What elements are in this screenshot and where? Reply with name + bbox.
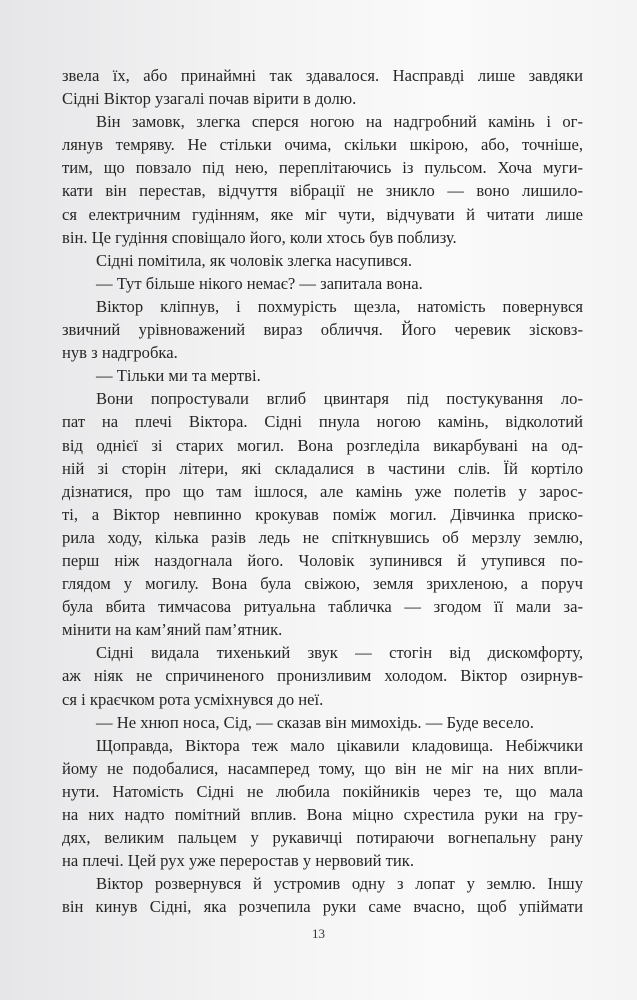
text-line: пат на плечі Віктора. Сідні пнула ногою камінь, відколотий: [62, 412, 583, 432]
text-line: рила ходу, кілька разів ледь не спіткнувшись об мерзлу землю,: [62, 527, 583, 547]
text-line: він. Це гудіння сповіщало його, коли хтось був поблизу.: [62, 227, 457, 247]
text-line: дях, великим пальцем у рукавичці потираючи вогнепальну рану: [62, 828, 583, 848]
text-line: йому не подобалися, насамперед тому, що він не міг на них впли-: [62, 758, 583, 778]
text-line: кати він перестав, відчуття вібрації не зникло — воно лишило-: [62, 181, 583, 201]
text-line: лянув темряву. Не стільки очима, скільки шкірою, або, точніше,: [62, 135, 583, 155]
page-body-text: [62, 64, 583, 918]
text-line: була вбита тимчасова ритуальна табличка — згодом її мали за-: [62, 597, 583, 617]
text-line: — Не хнюп носа, Сід, — сказав він мимохідь. — Буде весело.: [96, 712, 534, 732]
text-line: тим, що повзало під нею, переплітаючись із пульсом. Хоча муги-: [62, 158, 583, 178]
text-line: Щоправда, Віктора теж мало цікавили кладовища. Небіжчики: [96, 735, 583, 755]
text-line: глядом у могилу. Вона була свіжою, земля зрихленою, а поруч: [62, 574, 583, 594]
text-line: Віктор розвернувся й устромив одну з лопат у землю. Іншу: [96, 874, 583, 894]
text-line: ній зі сторін літери, які складалися в частини слів. Їй кортіло: [62, 458, 583, 478]
text-line: нути. Натомість Сідні не любила покійників через те, що мала: [62, 781, 583, 801]
text-line: нув з надгробка.: [62, 343, 178, 363]
text-line: — Тільки ми та мертві.: [96, 366, 261, 386]
text-line: ся електричним гудінням, яке міг чути, відчувати й читати лише: [62, 204, 583, 224]
text-line: аж ніяк не спричиненого пронизливим холодом. Віктор озирнув-: [62, 666, 583, 686]
page-number: 13: [312, 926, 325, 941]
text-line: дізнатися, про що там ішлося, але камінь уже полетів у зарос-: [62, 481, 583, 501]
text-line: ся і краєчком рота усміхнувся до неї.: [62, 689, 324, 709]
text-line: на плечі. Цей рух уже переростав у нервовий тик.: [62, 851, 414, 871]
text-line: перш ніж наздогнала його. Чоловік зупинився й утупився по-: [62, 550, 583, 570]
text-line: звела їх, або принаймні так здавалося. Насправді лише завдяки: [62, 66, 583, 85]
text-line: звичний урівноважений вираз обличчя. Його черевик зісковз-: [62, 320, 583, 340]
text-line: на них надто помітний вплив. Вона міцно схрестила руки на гру-: [62, 805, 583, 824]
text-line: Він замовк, злегка сперся ногою на надгробний камінь і ог-: [96, 112, 583, 132]
text-line: мінити на кам’яний пам’ятник.: [62, 620, 283, 640]
text-line: Сідні помітила, як чоловік злегка насупився.: [96, 250, 412, 270]
text-line: Вони попростували вглиб цвинтаря під постукування ло-: [96, 389, 583, 409]
text-line: від однієї зі старих могил. Вона розгледіла викарбувані на од-: [62, 435, 583, 455]
text-line: Віктор кліпнув, і похмурість щезла, натомість повернувся: [96, 296, 583, 316]
text-line: він кинув Сідні, яка розчепила руки саме вчасно, щоб упіймати: [62, 897, 583, 917]
text-line: Сідні видала тихенький звук — стогін від дискомфорту,: [96, 643, 583, 663]
text-line: ті, а Віктор невпинно крокував поміж могил. Дівчинка приско-: [62, 504, 583, 524]
text-line: Сідні Віктор узагалі почав вірити в долю.: [62, 89, 357, 109]
text-line: — Тут більше нікого немає? — запитала вона.: [96, 273, 423, 293]
